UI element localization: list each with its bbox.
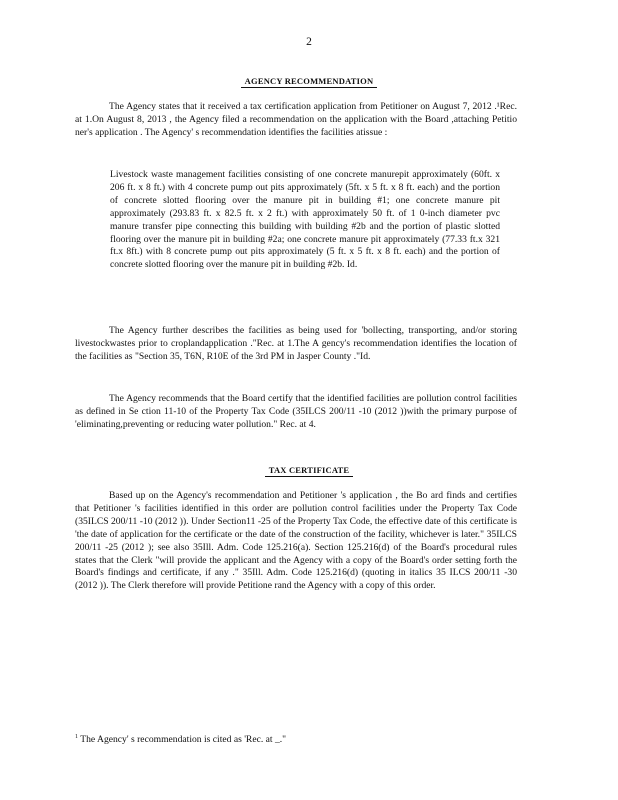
block-quote-facilities: Livestock waste management facilities consisting of one concrete manurepit approximately (60ft. x 206 ft. x 8 ft.) with 4 concrete pump out pits approximately (5ft. x 5 ft. x 8 ft. each) and the portion of concrete slotted flooring over the manure pit in building #1; one concrete manure pit approximately (293.83 ft. x 82.5 ft. x 2 ft.) with approximately 50 ft. of 1 0-inch diameter pvc manure transfer pipe connecting this building with building #2b and the portion of plastic slotted flooring over the manure pit in building #2a; one concrete manure pit approximately (77.33 ft.x 321 ft.x 8ft.) with 8 concrete pump out pits approximately (5 ft. x 5 ft. x 8 ft. each) and the portion of concrete slotted flooring over the manure pit in building #2b. Id. bbox=[110, 169, 500, 271]
footnote-marker: 1 bbox=[75, 734, 78, 740]
section-heading-tax-certificate: TAX CERTIFICATE bbox=[0, 465, 618, 475]
paragraph-agency-recommends: The Agency recommends that the Board certify that the identified facilities are pollution control facilities as defined in Se ction 11-10 of the Property Tax Code (35ILCS 200/11 -10 (2012 ))with the primary purpose of 'eliminating,preventing or reducing water pollution." Rec. at 4. bbox=[75, 393, 517, 430]
section-heading-agency-recommendation: AGENCY RECOMMENDATION bbox=[0, 76, 618, 86]
footnote bbox=[75, 731, 475, 746]
paragraph-tax-certificate: Based up on the Agency's recommendation and Petitioner 's application , the Bo ard finds and certifies that Petitioner 's facilities identified in this order are pollution control facilities under the Property Tax Code (35ILCS 200/11 -10 (2012 )). Under Section11 -25 of the Property Tax Code, the effective date of this certificate is 'the date of application for the certificate or the date of the construction of the facility, whichever is later." 35ILCS 200/11 -25 (2012 ); see also 35Ill. Adm. Code 125.216(a). Section 125.216(d) of the Board's procedural rules states that the Clerk "will provide the applicant and the Agency with a copy of the Board's order setting forth the Board's findings and certificate, if any ." 35Ill. Adm. Code 125.216(d) (quoting in italics 35 ILCS 200/11 -30 (2012 )). The Clerk therefore will provide Petitione rand the Agency with a copy of this order. bbox=[75, 490, 517, 592]
paragraph-facility-description: The Agency further describes the facilities as being used for 'bollecting, transporting, and/or storing livestockwastes prior to croplandapplication ."Rec. at 1.The A gency's recommendation identifies the location of the facilities as "Section 35, T6N, R10E of the 3rd PM in Jasper County ."Id. bbox=[75, 325, 517, 362]
footnote-text: The Agency' s recommendation is cited as 'Rec. at _." bbox=[80, 734, 287, 746]
page-number: 2 bbox=[306, 36, 312, 48]
paragraph-agency-application: The Agency states that it received a tax certification application from Petitioner on August 7, 2012 .¹Rec. at 1.On August 8, 2013 , the Agency filed a recommendation on the application with the Board ,attaching Petitio ner's application . The Agency' s recommendation identifies the facilities atissue : bbox=[75, 101, 517, 138]
